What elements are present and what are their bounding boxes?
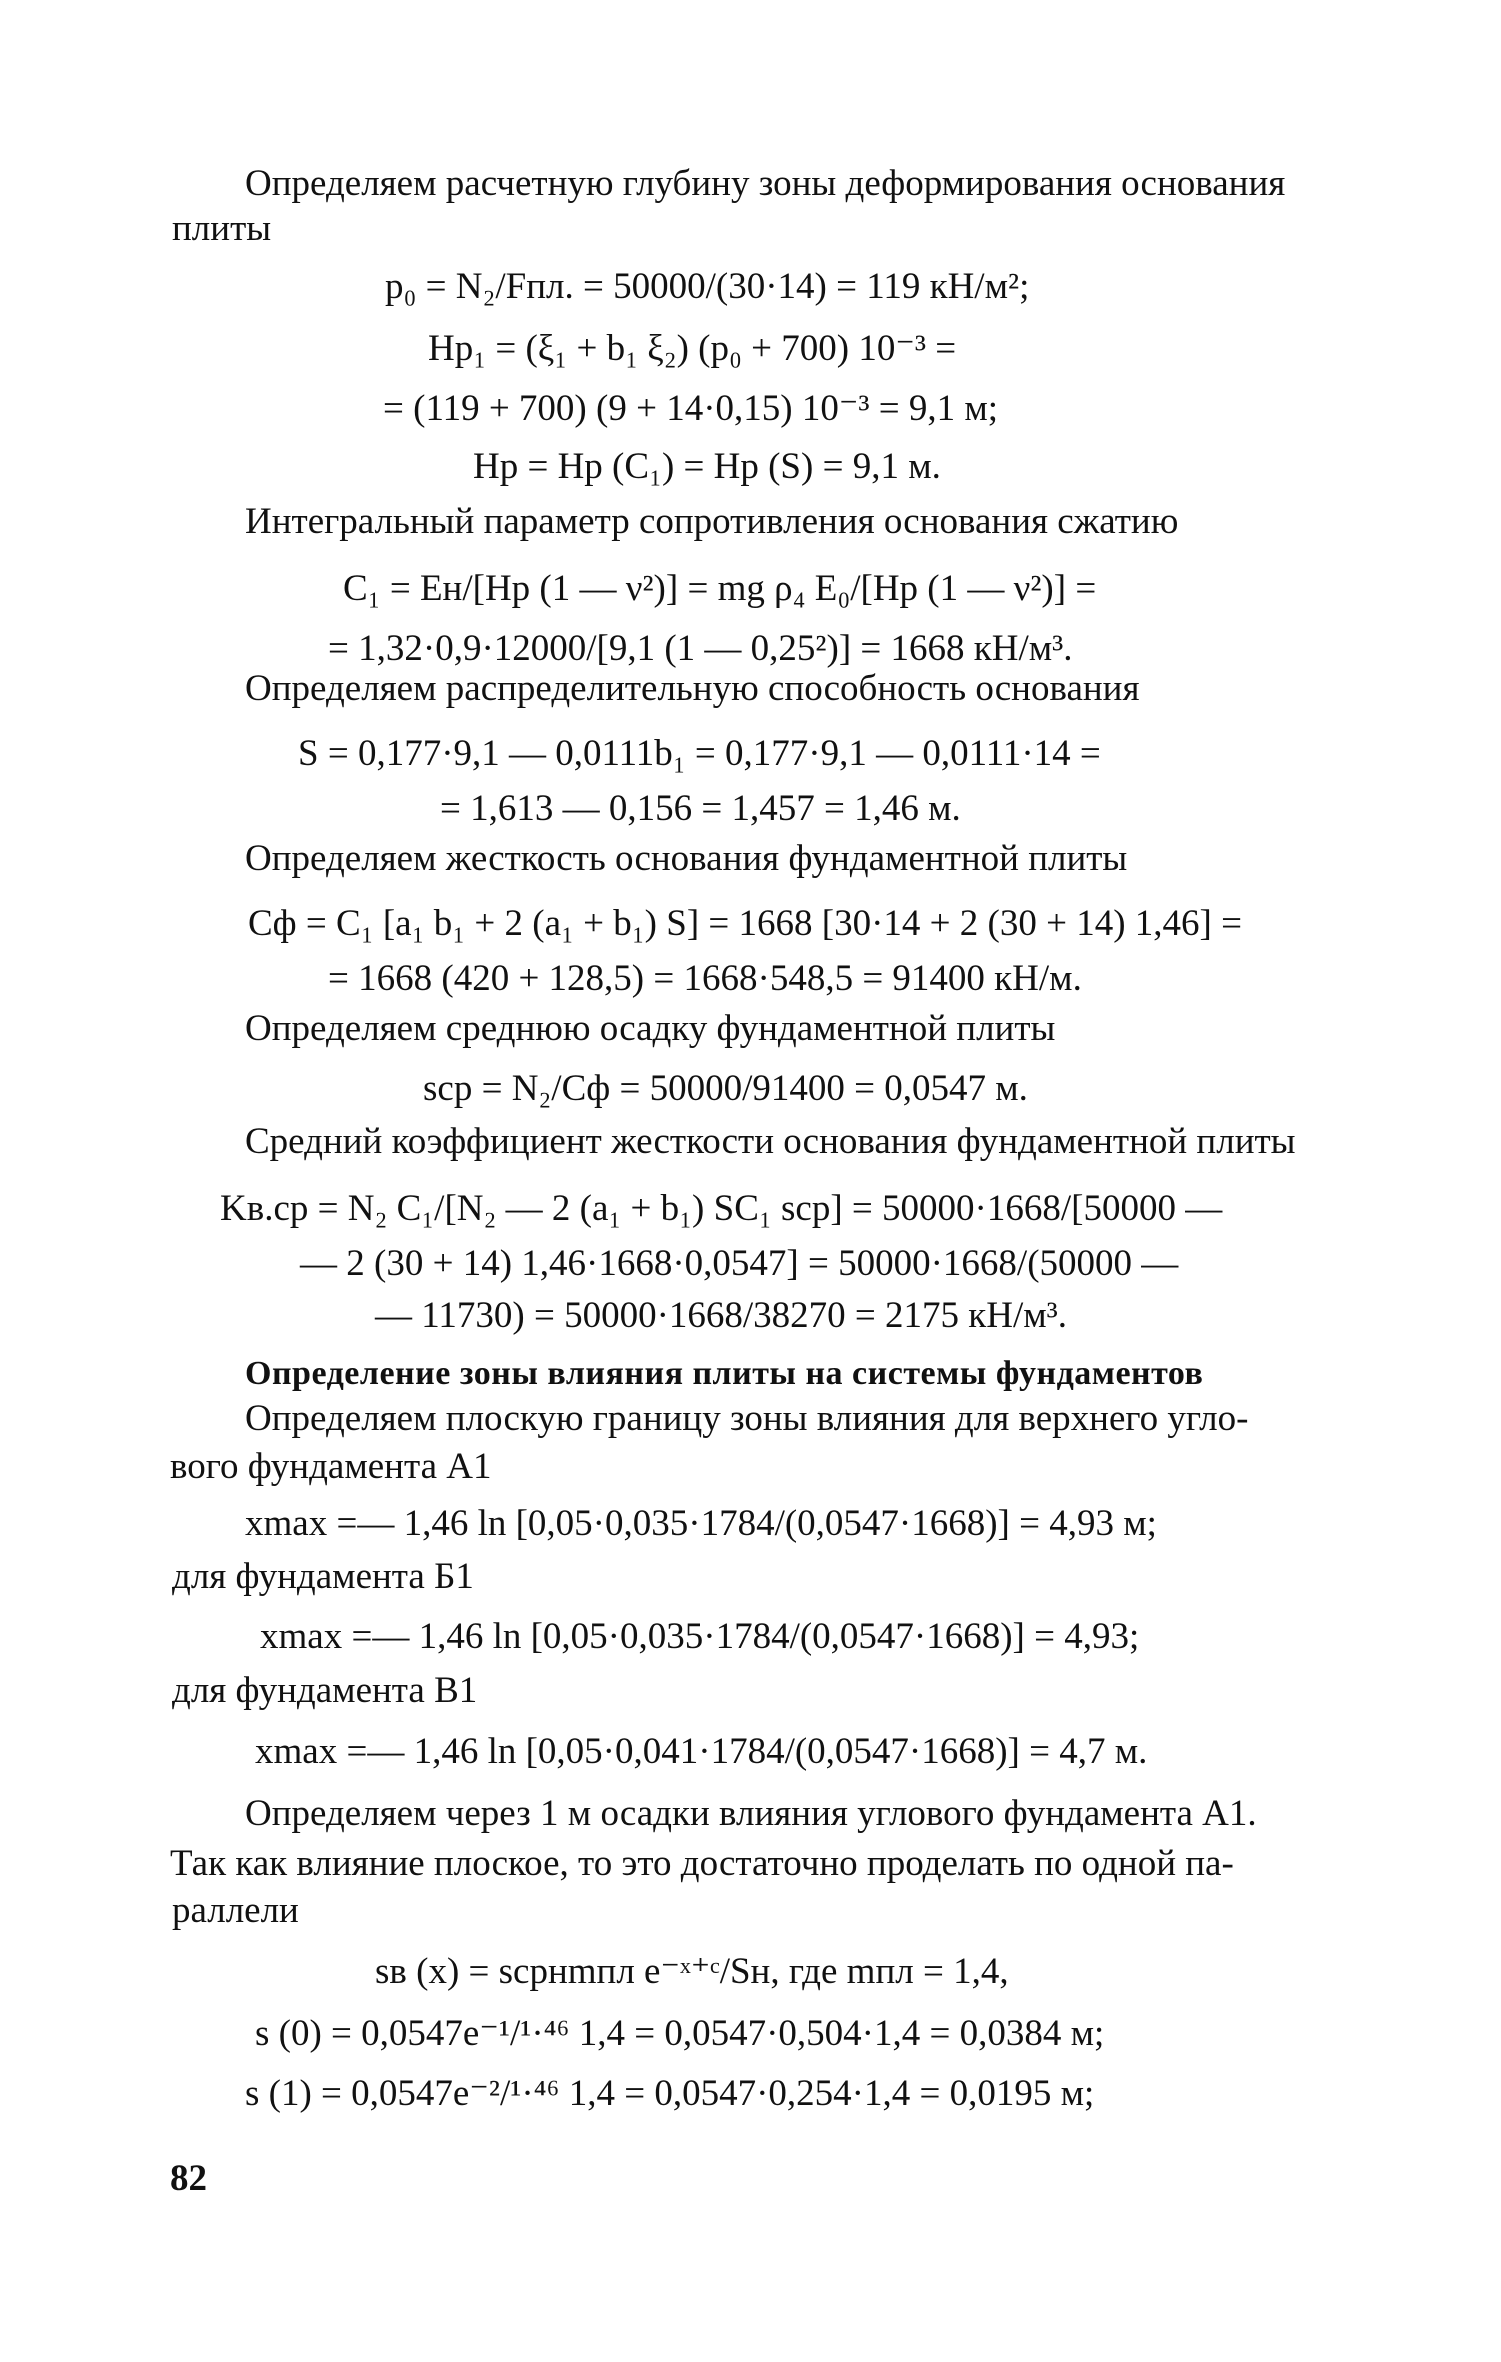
formula-line: s (0) = 0,0547e⁻¹/¹·⁴⁶ 1,4 = 0,0547·0,504·1,4 = 0,0384 м; <box>255 2013 1105 2054</box>
paragraph-line: Определяем среднюю осадку фундаментной плиты <box>245 1008 1056 1049</box>
formula-line: xmax =— 1,46 ln [0,05·0,041·1784/(0,0547·1668)] = 4,7 м. <box>255 1731 1148 1772</box>
paragraph-line: Средний коэффициент жесткости основания фундаментной плиты <box>245 1121 1296 1162</box>
formula-line: Cф = C₁ [a₁ b₁ + 2 (a₁ + b₁) S] = 1668 [30·14 + 2 (30 + 14) 1,46] = <box>248 903 1242 944</box>
formula-line: Kв.ср = N₂ C₁/[N₂ — 2 (a₁ + b₁) SC₁ sср] = 50000·1668/[50000 — <box>220 1188 1223 1229</box>
section-heading: Определение зоны влияния плиты на системы фундаментов <box>245 1355 1204 1392</box>
paragraph-line: Определяем жесткость основания фундаментной плиты <box>245 838 1128 879</box>
formula-line: = (119 + 700) (9 + 14·0,15) 10⁻³ = 9,1 м; <box>383 388 999 429</box>
formula-line: S = 0,177·9,1 — 0,0111b₁ = 0,177·9,1 — 0,0111·14 = <box>298 733 1101 774</box>
paragraph-line: для фундамента Б1 <box>172 1556 474 1597</box>
formula-line: sв (x) = sсрнmпл e⁻ˣ⁺ᶜ/Sн, где mпл = 1,4, <box>375 1951 1009 1992</box>
formula-line: C₁ = Eн/[Hр (1 — ν²)] = mg ρ₄ E₀/[Hр (1 — ν²)] = <box>343 568 1097 609</box>
paragraph-line: раллели <box>172 1890 299 1931</box>
formula-line: s (1) = 0,0547e⁻²/¹·⁴⁶ 1,4 = 0,0547·0,254·1,4 = 0,0195 м; <box>245 2073 1095 2114</box>
formula-line: p₀ = N₂/Fпл. = 50000/(30·14) = 119 кН/м²; <box>385 266 1030 307</box>
paragraph-line: Определяем распределительную способность основания <box>245 668 1140 709</box>
paragraph-line: Определяем плоскую границу зоны влияния для верхнего угло- <box>245 1398 1249 1439</box>
formula-line: Hр = Hр (C₁) = Hр (S) = 9,1 м. <box>473 446 941 487</box>
formula-line: = 1668 (420 + 128,5) = 1668·548,5 = 91400 кН/м. <box>328 958 1082 999</box>
formula-line: xmax =— 1,46 ln [0,05·0,035·1784/(0,0547·1668)] = 4,93; <box>260 1616 1140 1657</box>
formula-line: = 1,32·0,9·12000/[9,1 (1 — 0,25²)] = 1668 кН/м³. <box>328 628 1073 669</box>
paragraph-line: Так как влияние плоское, то это достаточно проделать по одной па- <box>170 1843 1234 1884</box>
paragraph-line: Интегральный параметр сопротивления основания сжатию <box>245 501 1179 542</box>
formula-line: sср = N₂/Cф = 50000/91400 = 0,0547 м. <box>423 1068 1028 1109</box>
formula-line: xmax =— 1,46 ln [0,05·0,035·1784/(0,0547·1668)] = 4,93 м; <box>245 1503 1157 1544</box>
formula-line: = 1,613 — 0,156 = 1,457 = 1,46 м. <box>440 788 961 829</box>
paragraph-line: плиты <box>172 208 272 249</box>
paragraph-line: для фундамента В1 <box>172 1670 478 1711</box>
paragraph-line: вого фундамента А1 <box>170 1446 492 1487</box>
paragraph-line: Определяем через 1 м осадки влияния углового фундамента А1. <box>245 1793 1257 1834</box>
page-number: 82 <box>170 2158 207 2199</box>
paragraph-line: Определяем расчетную глубину зоны деформирования основания <box>245 163 1286 204</box>
formula-line: — 11730) = 50000·1668/38270 = 2175 кН/м³. <box>375 1295 1068 1336</box>
formula-line: Hр₁ = (ξ₁ + b₁ ξ₂) (p₀ + 700) 10⁻³ = <box>428 328 957 369</box>
formula-line: — 2 (30 + 14) 1,46·1668·0,0547] = 50000·1668/(50000 — <box>300 1243 1179 1284</box>
